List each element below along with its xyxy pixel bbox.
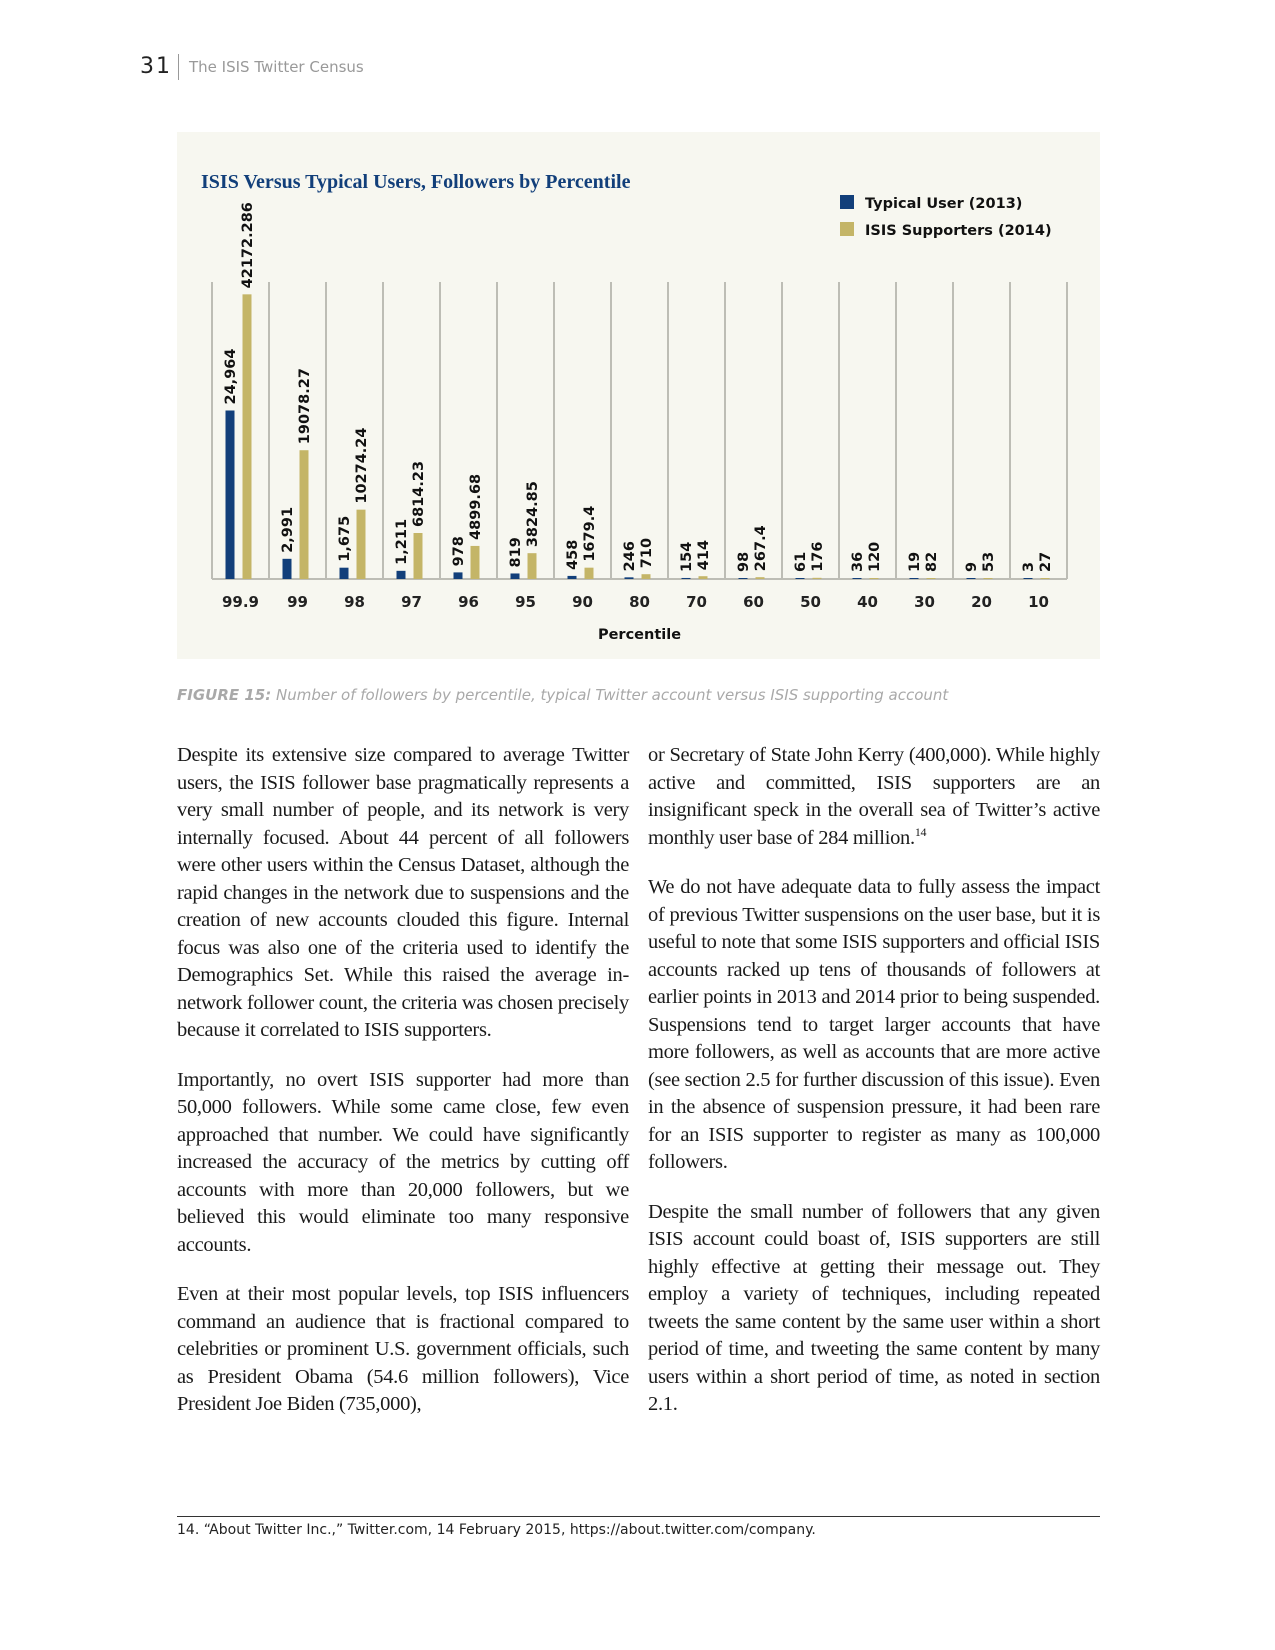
footnote: 14. “About Twitter Inc.,” Twitter.com, 14 February 2015, https://about.twitter.com/company.: [177, 1522, 816, 1538]
bar-isis: [1041, 578, 1050, 579]
data-label: 120: [867, 541, 883, 572]
data-label: 1,675: [337, 515, 353, 562]
bar-typical: [739, 578, 748, 579]
bar-typical: [625, 577, 634, 579]
bar-isis: [300, 450, 309, 579]
x-tick-label: 99.9: [221, 593, 260, 611]
data-label: 82: [924, 551, 940, 572]
bar-isis: [642, 574, 651, 579]
data-label: 19: [907, 551, 923, 572]
bar-isis: [357, 510, 366, 579]
legend-label: ISIS Supporters (2014): [865, 223, 1052, 239]
data-label: 36: [850, 551, 866, 572]
data-label: 246: [622, 541, 638, 572]
data-label: 61: [793, 551, 809, 572]
x-tick-label: 60: [743, 593, 764, 611]
header-divider: [178, 54, 179, 80]
data-label: 3: [1021, 561, 1037, 572]
x-tick-label: 20: [971, 593, 992, 611]
data-label: 10274.24: [353, 427, 370, 504]
data-label: 98: [736, 551, 752, 572]
data-label: 27: [1038, 551, 1054, 572]
footnote-ref[interactable]: 14: [914, 824, 927, 839]
x-tick-label: 10: [1028, 593, 1049, 611]
data-label: 53: [981, 551, 997, 572]
x-tick-label: 95: [515, 593, 536, 611]
x-axis-title: Percentile: [597, 627, 682, 643]
data-label: 9: [964, 561, 980, 572]
bar-isis: [471, 546, 480, 579]
data-label: 42172.286: [240, 202, 256, 289]
bar-typical: [340, 568, 349, 579]
data-label: 2,991: [280, 506, 296, 553]
data-label: 978: [451, 536, 467, 567]
bar-isis: [984, 578, 993, 579]
paragraph-text: or Secretary of State John Kerry (400,000). While highly active and committed, ISIS supporters are an insignificant speck in the overall sea of Twitter’s active monthly user base of 284 million.: [648, 744, 1100, 849]
legend-swatch: [840, 195, 854, 209]
x-tick-label: 99: [287, 593, 308, 611]
bar-isis: [699, 576, 708, 579]
data-label: 176: [810, 541, 826, 572]
body-column-left: [177, 742, 629, 1419]
x-tick-label: 98: [344, 593, 365, 611]
caption-text: Number of followers by percentile, typical Twitter account versus ISIS supporting account: [271, 686, 949, 704]
bar-isis: [585, 568, 594, 579]
paragraph: We do not have adequate data to fully assess the impact of previous Twitter suspensions on the user base, but it is useful to note that some ISIS supporters and official ISIS accounts racked up tens of thousands of followers at earlier points in 2013 and 2014 prior to being suspended. Suspensions tend to target larger accounts that have more followers, as well as accounts that are more active (see section 2.5 for further discussion of this issue). Even in the absence of suspension pressure, it had been rare for an ISIS supporter to register as many as 100,000 followers.: [648, 876, 1100, 1173]
chart-title: ISIS Versus Typical Users, Followers by Percentile: [201, 171, 631, 193]
data-label: 414: [696, 539, 712, 571]
bar-typical: [853, 578, 862, 579]
bar-typical: [226, 410, 235, 579]
paragraph: Despite the small number of followers that any given ISIS account could boast of, ISIS supporters are still highly effective at getting their message out. They employ a variety of techniques, including repeated tweets the same content by the same user within a short period of time, and tweeting the same content by many users within a short period of time, as noted in section 2.1.: [648, 1200, 1100, 1415]
figure-chart: [177, 132, 1100, 659]
x-tick-label: 30: [914, 593, 935, 611]
paragraph: Importantly, no overt ISIS supporter had more than 50,000 followers. While some came close, few even approached that number. We could have significantly increased the accuracy of the metrics by cutting off accounts with more than 20,000 followers, but we believed this would eliminate too many responsive accounts.: [177, 1068, 629, 1256]
data-label: 19078.27: [297, 368, 313, 445]
bar-typical: [568, 576, 577, 579]
paragraph: [648, 742, 1100, 852]
body-column-right: [648, 742, 1100, 1419]
data-label: 710: [639, 537, 655, 569]
data-label: 4899.68: [468, 473, 484, 540]
bar-isis: [870, 578, 879, 579]
bar-typical: [682, 578, 691, 579]
data-label: 1679.4: [582, 505, 598, 562]
bar-typical: [454, 572, 463, 579]
data-label: 154: [679, 541, 695, 572]
bar-chart: [177, 132, 1100, 659]
bar-isis: [813, 578, 822, 579]
legend-swatch: [840, 222, 854, 236]
x-tick-label: 80: [629, 593, 650, 611]
bar-typical: [1024, 578, 1033, 579]
x-tick-label: 90: [572, 593, 593, 611]
x-tick-label: 50: [800, 593, 821, 611]
data-label: 6814.23: [411, 460, 427, 528]
paragraph: Even at their most popular levels, top ISIS influencers command an audience that is fractional compared to celebrities or prominent U.S. government officials, such as President Obama (54.6 million followers), Vice President Joe Biden (735,000),: [177, 1283, 629, 1415]
bar-isis: [414, 533, 423, 579]
x-tick-label: 40: [857, 593, 878, 611]
legend-label: Typical User (2013): [865, 196, 1023, 212]
running-title: The ISIS Twitter Census: [189, 58, 364, 76]
x-tick-label: 70: [686, 593, 707, 611]
bar-isis: [243, 294, 252, 579]
data-label: 458: [565, 539, 581, 570]
bar-typical: [283, 559, 292, 579]
data-label: 1,211: [394, 518, 410, 565]
paragraph: Despite its extensive size compared to average Twitter users, the ISIS follower base pragmatically represents a very small number of people, and its network is very internally focused. About 44 percent of all followers were other users within the Census Dataset, although the rapid changes in the network due to suspensions and the creation of new accounts clouded this figure. Internal focus was also one of the criteria used to identify the Demographics Set. While this raised the average in-network follower count, the criteria was chosen precisely because it correlated to ISIS supporters.: [177, 744, 629, 1041]
bar-typical: [511, 573, 520, 579]
bar-typical: [967, 578, 976, 579]
bar-typical: [910, 578, 919, 579]
bar-isis: [528, 553, 537, 579]
caption-label: FIGURE 15:: [177, 686, 272, 704]
bar-typical: [397, 571, 406, 579]
bar-typical: [796, 578, 805, 579]
page-number: 31: [140, 54, 172, 79]
data-label: 3824.85: [525, 481, 541, 548]
data-label: 24,964: [223, 348, 239, 405]
data-label: 267.4: [753, 525, 769, 572]
data-label: 819: [508, 537, 524, 568]
footnote-divider: [177, 1516, 1100, 1517]
x-tick-label: 96: [458, 593, 479, 611]
bar-isis: [927, 578, 936, 579]
figure-caption: [177, 686, 948, 704]
bar-isis: [756, 577, 765, 579]
x-tick-label: 97: [401, 593, 422, 611]
